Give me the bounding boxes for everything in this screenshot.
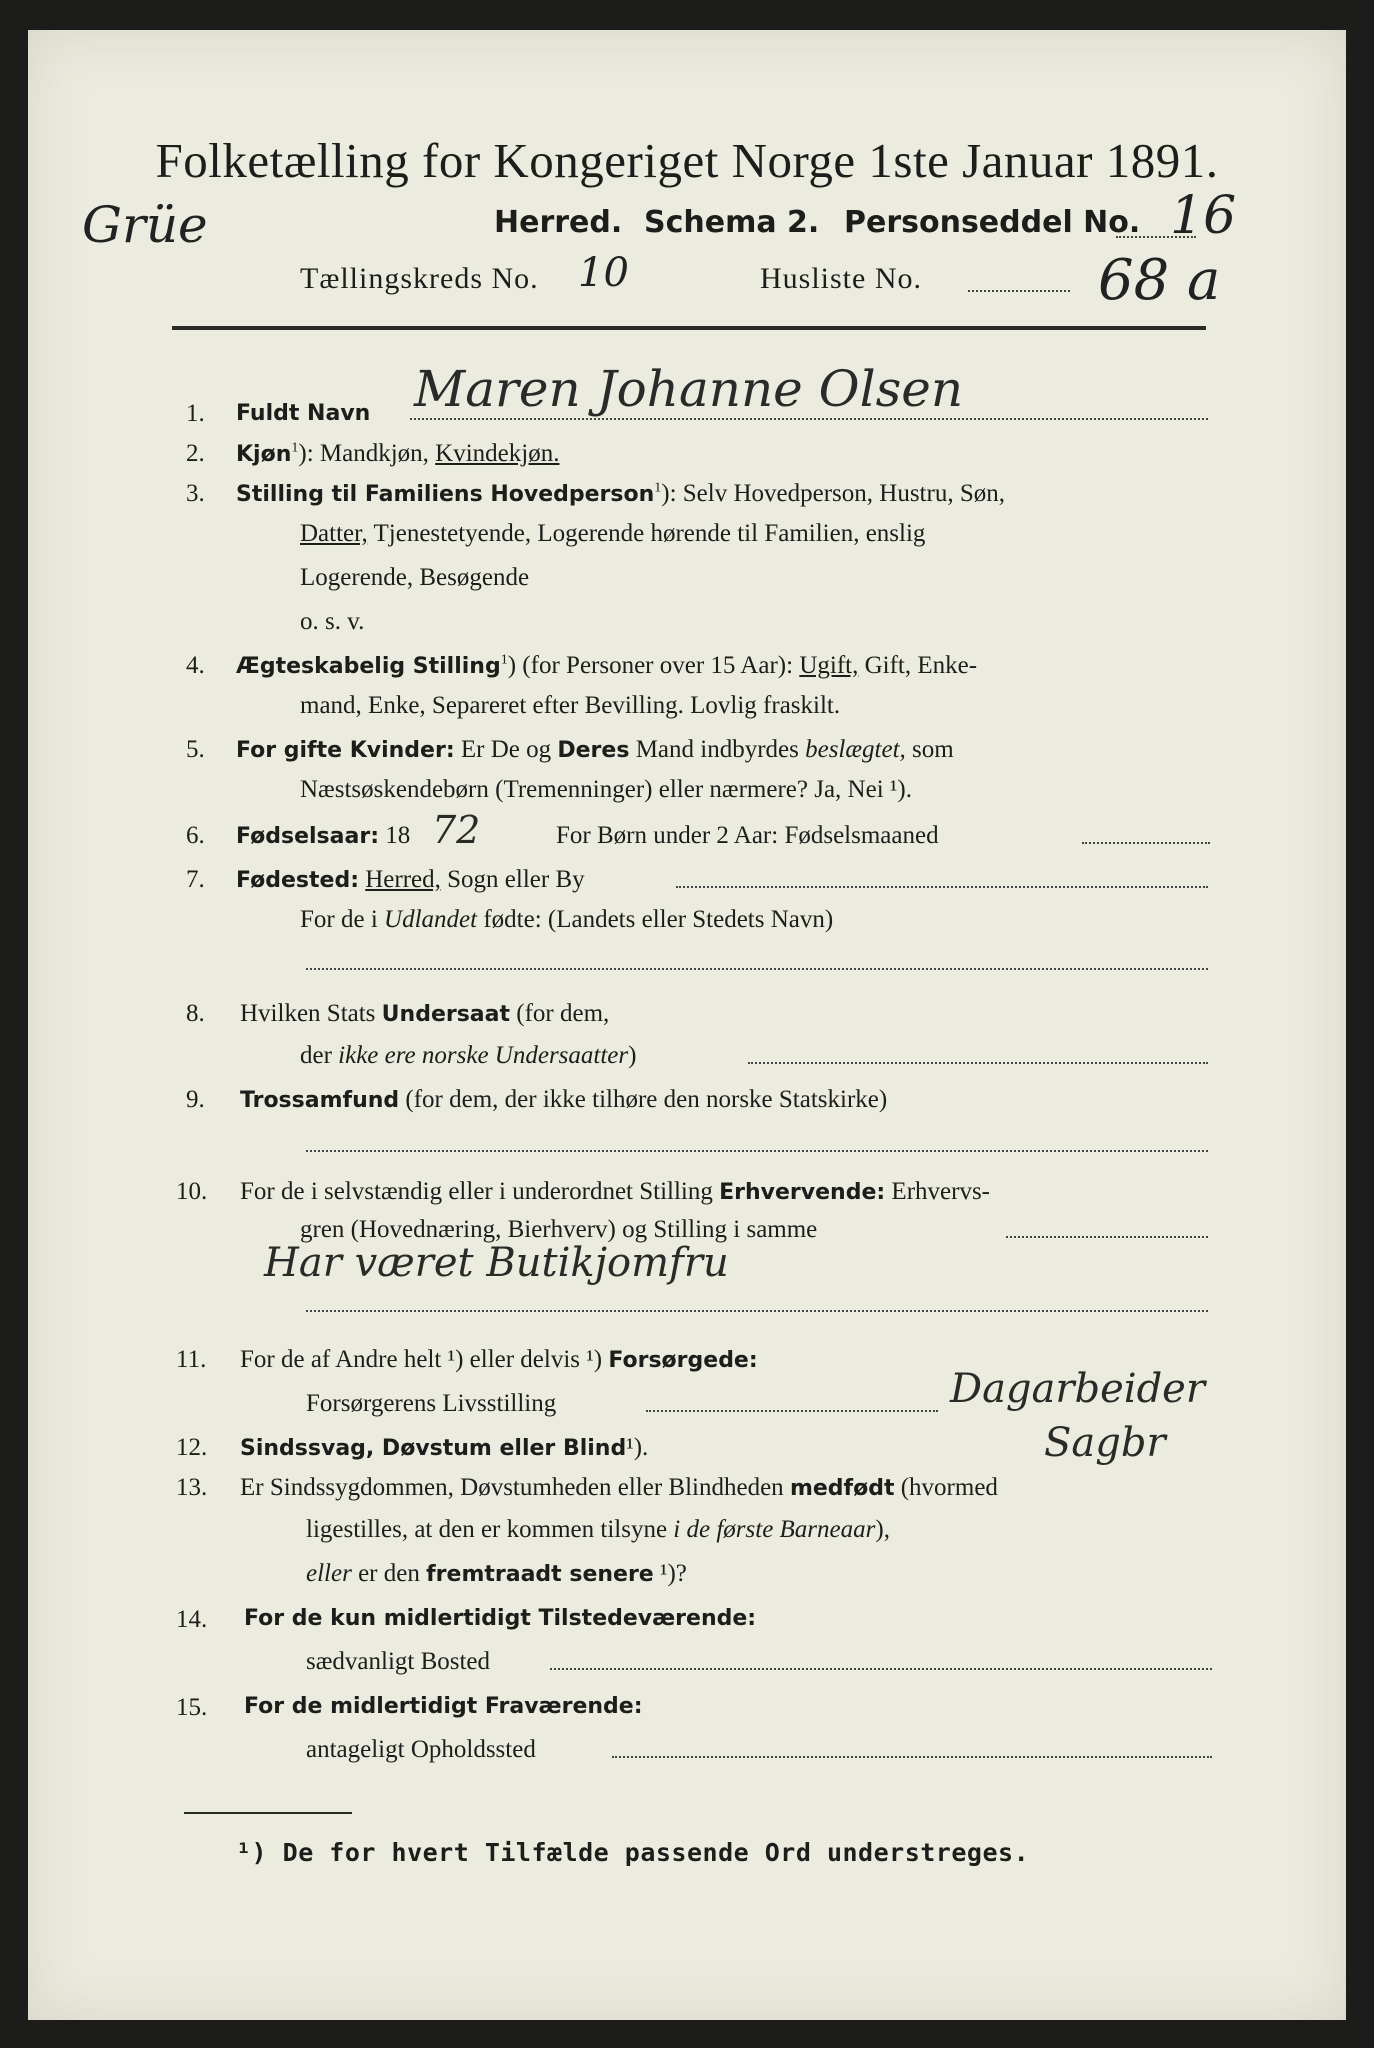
q4-number: 4. [186, 652, 205, 679]
q4-line2: mand, Enke, Separeret efter Bevilling. Lovlig fraskilt. [300, 692, 841, 719]
q5-line1-mid: Mand indbyrdes [629, 736, 806, 763]
q10-line1-rest: Erhvervs- [885, 1178, 990, 1205]
q8-line2: der [300, 1042, 339, 1069]
q5-line2: Næstsøskendebørn (Tremenninger) eller nærmere? Ja, Nei ¹). [300, 776, 912, 803]
q14-dots [550, 1668, 1212, 1670]
q7-dots [676, 886, 1208, 888]
footnote: ¹) De for hvert Tilfælde passende Ord understreges. [236, 1838, 1030, 1867]
q6-value: 72 [432, 808, 481, 852]
q11-value-1: Dagarbeider [950, 1366, 1205, 1412]
q9-label: Trossamfund [240, 1088, 400, 1113]
q13-medfodt: medfødt [789, 1476, 895, 1501]
q3-footnote-mark: 1 [654, 480, 662, 496]
q6-rest: For Børn under 2 Aar: Fødselsmaaned [556, 822, 939, 849]
q11-number: 11. [176, 1346, 207, 1373]
personseddel-value: 16 [1170, 186, 1237, 246]
form-title: Folketælling for Kongeriget Norge 1ste Januar 1891. [155, 133, 1219, 188]
q3-line2: Tjenestetyende, Logerende hørende til Familien, enslig [367, 520, 926, 547]
herred-value: Grüe [82, 196, 208, 254]
q6-prefix: 18 [379, 822, 411, 849]
q5-deres: Deres [557, 738, 630, 763]
q9-rest: (for dem, der ikke tilhøre den norske Statskirke) [399, 1086, 888, 1113]
q3-label: Stilling til Familiens Hovedperson [236, 482, 655, 507]
q2-footnote-mark: 1 [291, 440, 299, 456]
q10-line1: For de i selvstændig eller i underordnet Stilling [240, 1178, 720, 1205]
schema-label: Schema 2. [644, 205, 820, 240]
q15-dots [612, 1756, 1212, 1758]
q13-line2-rest: ), [875, 1516, 890, 1543]
q4-line1-rest: Gift, Enke- [858, 652, 978, 679]
q14-number: 14. [176, 1606, 208, 1633]
q10-erhvervende: Erhvervende: [719, 1180, 886, 1205]
kreds-label: Tællingskreds No. [300, 262, 539, 295]
kreds-value: 10 [578, 250, 629, 296]
q7-line2-rest: fødte: (Landets eller Stedets Navn) [477, 906, 834, 933]
q11-value-2: Sagbr [1044, 1420, 1166, 1466]
q6-label: Fødselsaar: [236, 824, 379, 849]
q9-dots [306, 1150, 1208, 1152]
q7-number: 7. [186, 866, 205, 893]
q11-line1: For de af Andre helt ¹) eller delvis ¹) [240, 1346, 609, 1373]
q7-label: Fødested: [236, 868, 359, 893]
q13-line3: er den [351, 1560, 427, 1587]
q9-number: 9. [186, 1086, 205, 1113]
q13-line3-rest: ¹)? [653, 1560, 687, 1587]
q2-number: 2. [186, 440, 205, 467]
q7-line1: Sogn eller By [440, 866, 585, 893]
q5-beslaegtet: beslægtet, [805, 736, 906, 763]
q13-senere: fremtraadt senere [426, 1562, 654, 1587]
footnote-rule [184, 1812, 352, 1814]
q5-number: 5. [186, 736, 205, 763]
q1-dots [410, 418, 1208, 420]
q3-line4: o. s. v. [300, 608, 365, 635]
q3-line1: ): Selv Hovedperson, Hustru, Søn, [661, 480, 1005, 507]
q13-line1: Er Sindssygdommen, Døvstumheden eller Blindheden [240, 1474, 790, 1501]
q4-label: Ægteskabelig Stilling [236, 654, 501, 679]
q1-label: Fuldt Navn [236, 401, 371, 426]
q10-dots [1006, 1236, 1208, 1238]
personseddel-label: Personseddel No. [844, 205, 1141, 240]
q8-number: 8. [186, 1000, 205, 1027]
q13-number: 13. [176, 1474, 208, 1501]
q2-selected: Kvindekjøn. [435, 440, 560, 467]
q15-label: For de midlertidigt Fraværende: [244, 1694, 643, 1719]
q15-line2: antageligt Opholdssted [306, 1736, 536, 1763]
q11-forsorgede: Forsørgede: [608, 1348, 758, 1373]
q2-label: Kjøn [236, 442, 292, 467]
q11-dots [646, 1410, 938, 1412]
q8-line1-rest: (for dem, [510, 1000, 610, 1027]
q12-rest: ¹). [626, 1434, 649, 1461]
q8-line2-rest: ) [628, 1042, 637, 1069]
husliste-dots [968, 290, 1070, 292]
q7-udlandet: Udlandet [384, 906, 478, 933]
q13-line2: ligestilles, at den er kommen tilsyne [306, 1516, 674, 1543]
q4-selected: Ugift, [799, 652, 859, 679]
q12-label: Sindssvag, Døvstum eller Blind [240, 1436, 627, 1461]
q6-number: 6. [186, 822, 205, 849]
herred-label: Herred. [494, 205, 623, 240]
q10-value: Har været Butikjomfru [264, 1240, 729, 1286]
q5-line1-end: som [905, 736, 954, 763]
q8-line1: Hvilken Stats [240, 1000, 382, 1027]
q14-line2: sædvanligt Bosted [306, 1648, 491, 1675]
q7-dots-2 [306, 968, 1208, 970]
q12-number: 12. [176, 1434, 208, 1461]
q10-number: 10. [176, 1178, 208, 1205]
q5-line1: Er De og [454, 736, 558, 763]
q3-number: 3. [186, 480, 205, 507]
husliste-label: Husliste No. [760, 262, 922, 295]
q3-line3: Logerende, Besøgende [300, 564, 530, 591]
q10-line2: gren (Hovednæring, Bierhverv) og Stilling i samme [300, 1216, 818, 1243]
q3-selected: Datter, [300, 520, 368, 547]
header-rule [172, 326, 1206, 330]
q4-footnote-mark: 1 [500, 652, 508, 668]
husliste-value: 68 a [1098, 248, 1221, 313]
q1-value: Maren Johanne Olsen [414, 360, 964, 418]
q13-eller: eller [306, 1560, 352, 1587]
q10-dots-2 [306, 1310, 1208, 1312]
q15-number: 15. [176, 1694, 208, 1721]
q13-line1-rest: (hvormed [894, 1474, 998, 1501]
q8-italic: ikke ere norske Undersaatter [338, 1042, 629, 1069]
q8-dots [748, 1062, 1208, 1064]
q7-line2: For de i [300, 906, 385, 933]
q7-selected: Herred, [365, 866, 441, 893]
q6-dots [1082, 842, 1210, 844]
q4-line1: ) (for Personer over 15 Aar): [507, 652, 800, 679]
q13-barneaar: i de første Barneaar [673, 1516, 876, 1543]
q2-text: ): Mandkjøn, [298, 440, 436, 467]
q1-number: 1. [186, 400, 205, 427]
q8-undersaat: Undersaat [381, 1002, 511, 1027]
q11-line2: Forsørgerens Livsstilling [306, 1390, 557, 1417]
q14-label: For de kun midlertidigt Tilstedeværende: [244, 1606, 757, 1631]
q5-label: For gifte Kvinder: [236, 738, 455, 763]
